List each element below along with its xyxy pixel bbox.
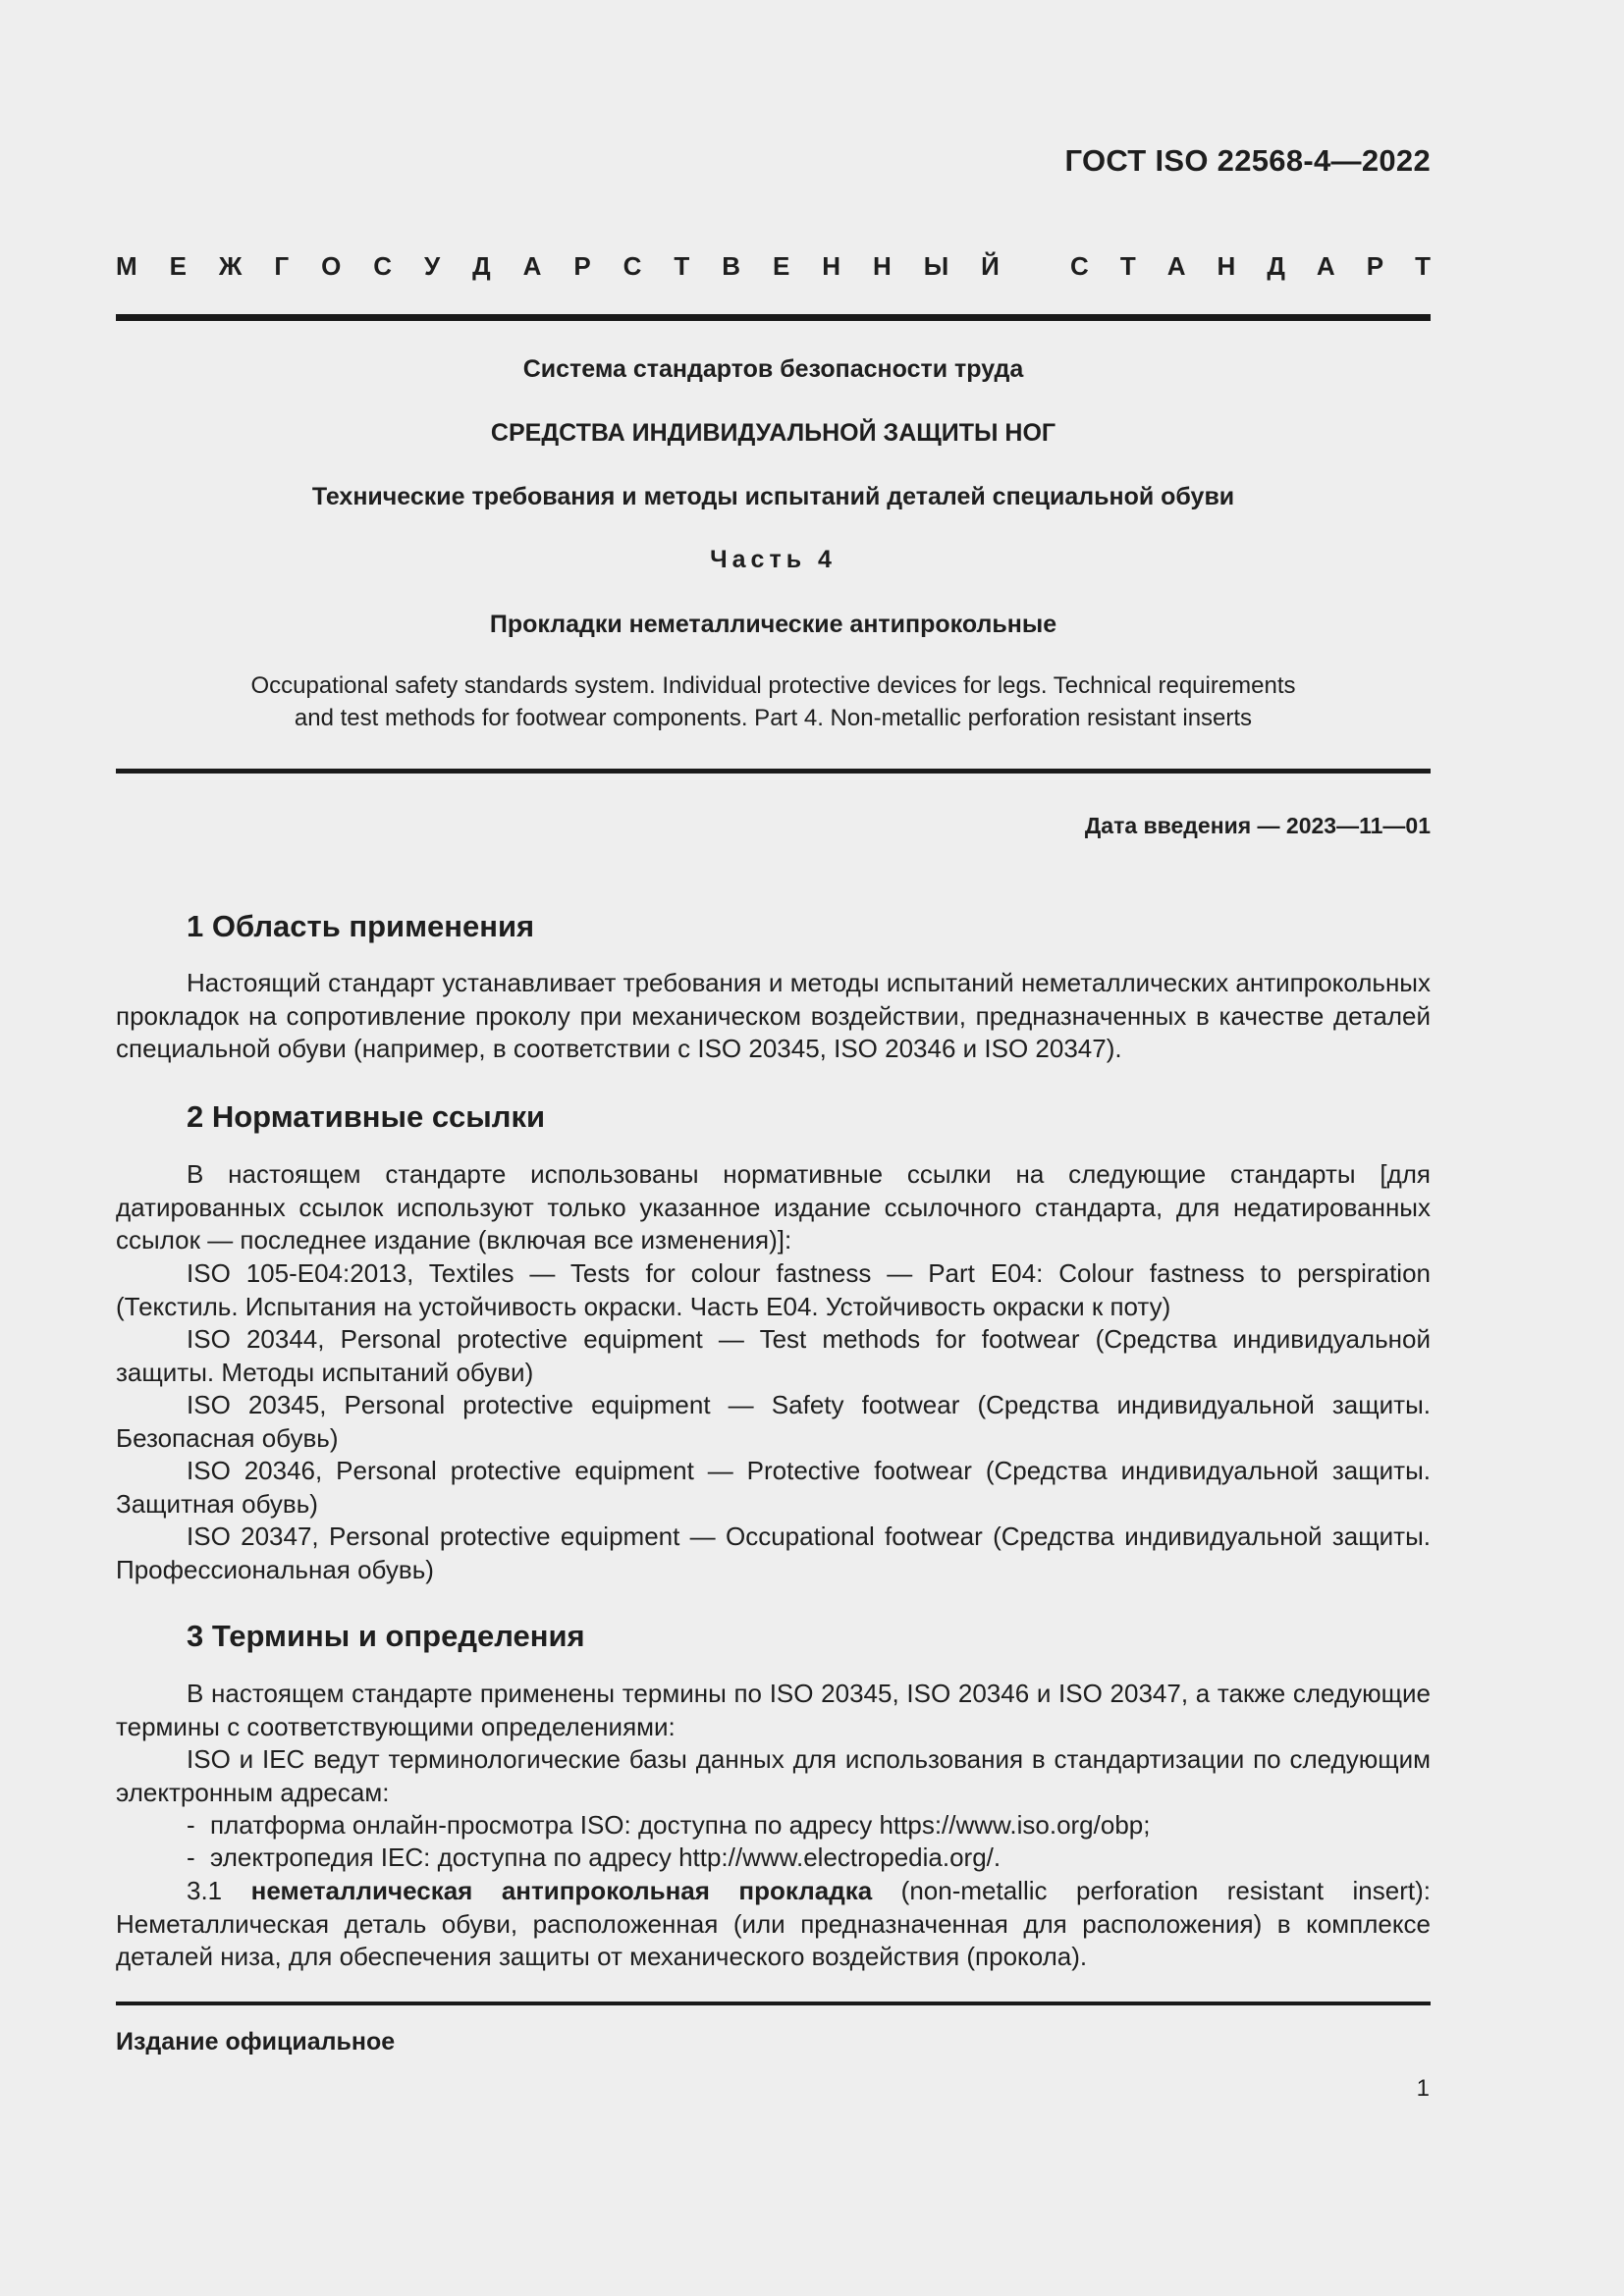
reference-item: ISO 20344, Personal protective equipment — Test methods for footwear (Средства индивидуальной защиты. Методы испытаний обуви) — [116, 1324, 1431, 1387]
banner-letter: Й — [981, 251, 1000, 281]
banner-letter: Н — [873, 251, 892, 281]
bullet-text: электропедия IEC: доступна по адресу http://www.electropedia.org/. — [210, 1842, 1001, 1872]
banner-letter: Д — [472, 251, 491, 281]
part-title: Прокладки неметаллические антипрокольные — [489, 611, 1057, 638]
banner-letter: А — [1166, 251, 1186, 281]
banner-letter: М — [116, 251, 137, 281]
official-edition-label: Издание официальное — [116, 2028, 396, 2056]
subtitle: Технические требования и методы испытаний деталей специальной обуви — [311, 483, 1235, 510]
banner-letter: С — [1070, 251, 1089, 281]
banner-letter: В — [722, 251, 741, 281]
banner-letter: Н — [822, 251, 841, 281]
interstate-standard-banner — [116, 251, 1431, 282]
footer-divider — [116, 2002, 1431, 2005]
reference-item: ISO 105-E04:2013, Textiles — Tests for colour fastness — Part E04: Colour fastness to perspiration (Текстиль. Испытания на устойчивость окраски. Часть E04. Устойчивость окраски к поту) — [116, 1258, 1431, 1321]
banner-letter: Е — [772, 251, 790, 281]
banner-letter: Г — [274, 251, 290, 281]
term-definition — [116, 1875, 1431, 1974]
bullet-text: платформа онлайн-просмотра ISO: доступна по адресу https://www.iso.org/obp; — [210, 1810, 1151, 1840]
banner-letter: Т — [674, 251, 690, 281]
banner-letter: Р — [1366, 251, 1384, 281]
bullet-item — [187, 1809, 1431, 1842]
term-number: 3.1 — [187, 1876, 223, 1905]
banner-letter: Т — [1415, 251, 1431, 281]
reference-item: ISO 20347, Personal protective equipment — Occupational footwear (Средства индивидуальной защиты. Профессиональная обувь) — [116, 1522, 1431, 1584]
section-2-intro: В настоящем стандарте использованы нормативные ссылки на следующие стандарты [для датированных ссылок используют только указанное издание ссылочного стандарта, для недатированных ссылок — последнее издание (включая все изменения)]: — [116, 1159, 1431, 1255]
section-3-heading: 3 Термины и определения — [187, 1619, 585, 1653]
page-number: 1 — [1416, 2075, 1430, 2102]
standard-word — [1070, 251, 1431, 282]
banner-letter: А — [1316, 251, 1335, 281]
english-title-line: and test methods for footwear components. Part 4. Non-metallic perforation resistant inserts — [294, 705, 1253, 731]
part-label: Часть 4 — [710, 546, 837, 573]
document-code: ГОСТ ISO 22568-4—2022 — [1064, 143, 1431, 178]
banner-letter: Е — [169, 251, 187, 281]
banner-letter: Ы — [923, 251, 949, 281]
term-name: неметаллическая антипрокольная прокладка — [250, 1876, 873, 1905]
section-2-heading: 2 Нормативные ссылки — [187, 1099, 546, 1134]
system-title: Система стандартов безопасности труда — [522, 355, 1024, 383]
iso-iec-note: ISO и IEC ведут терминологические базы данных для использования в стандартизации по следующим электронным адресам: — [116, 1744, 1431, 1807]
english-title-line: Occupational safety standards system. Individual protective devices for legs. Technical requirements — [250, 672, 1296, 699]
main-title: СРЕДСТВА ИНДИВИДУАЛЬНОЙ ЗАЩИТЫ НОГ — [490, 419, 1056, 447]
banner-letter: Т — [1119, 251, 1136, 281]
banner-letter: У — [424, 251, 441, 281]
bullet-dash: - — [187, 1810, 195, 1840]
bullet-dash: - — [187, 1842, 195, 1872]
banner-letter: С — [623, 251, 642, 281]
banner-letter: С — [373, 251, 393, 281]
title-divider — [116, 769, 1431, 774]
english-title — [116, 669, 1431, 734]
section-1-heading: 1 Область применения — [187, 909, 535, 943]
interstate-word — [116, 251, 1000, 282]
bullet-item — [187, 1842, 1431, 1875]
introduction-date: Дата введения — 2023—11—01 — [1084, 813, 1431, 838]
banner-letter: О — [321, 251, 342, 281]
section-1-text: Настоящий стандарт устанавливает требования и методы испытаний неметаллических антипрокольных прокладок на сопротивление проколу при механическом воздействии, предназначенных в качестве деталей специальной обуви (например, в соответствии с ISO 20345, ISO 20346 и ISO 20347). — [116, 968, 1431, 1063]
banner-letter: Н — [1217, 251, 1236, 281]
reference-item: ISO 20345, Personal protective equipment — Safety footwear (Средства индивидуальной защиты. Безопасная обувь) — [116, 1390, 1431, 1453]
banner-letter: А — [522, 251, 542, 281]
banner-letter: Р — [573, 251, 591, 281]
top-divider — [116, 314, 1431, 321]
banner-letter: Д — [1267, 251, 1285, 281]
term-text: (non-metallic perforation resistant insert): Неметаллическая деталь обуви, расположенная (или предназначенная для расположения) в комплексе деталей низа, для обеспечения защиты от механического воздействия (прокола). — [116, 1876, 1431, 1971]
section-3-intro: В настоящем стандарте применены термины по ISO 20345, ISO 20346 и ISO 20347, а также следующие термины с соответствующими определениями: — [116, 1679, 1431, 1741]
reference-item: ISO 20346, Personal protective equipment — Protective footwear (Средства индивидуальной защиты. Защитная обувь) — [116, 1456, 1431, 1519]
banner-letter: Ж — [218, 251, 243, 281]
